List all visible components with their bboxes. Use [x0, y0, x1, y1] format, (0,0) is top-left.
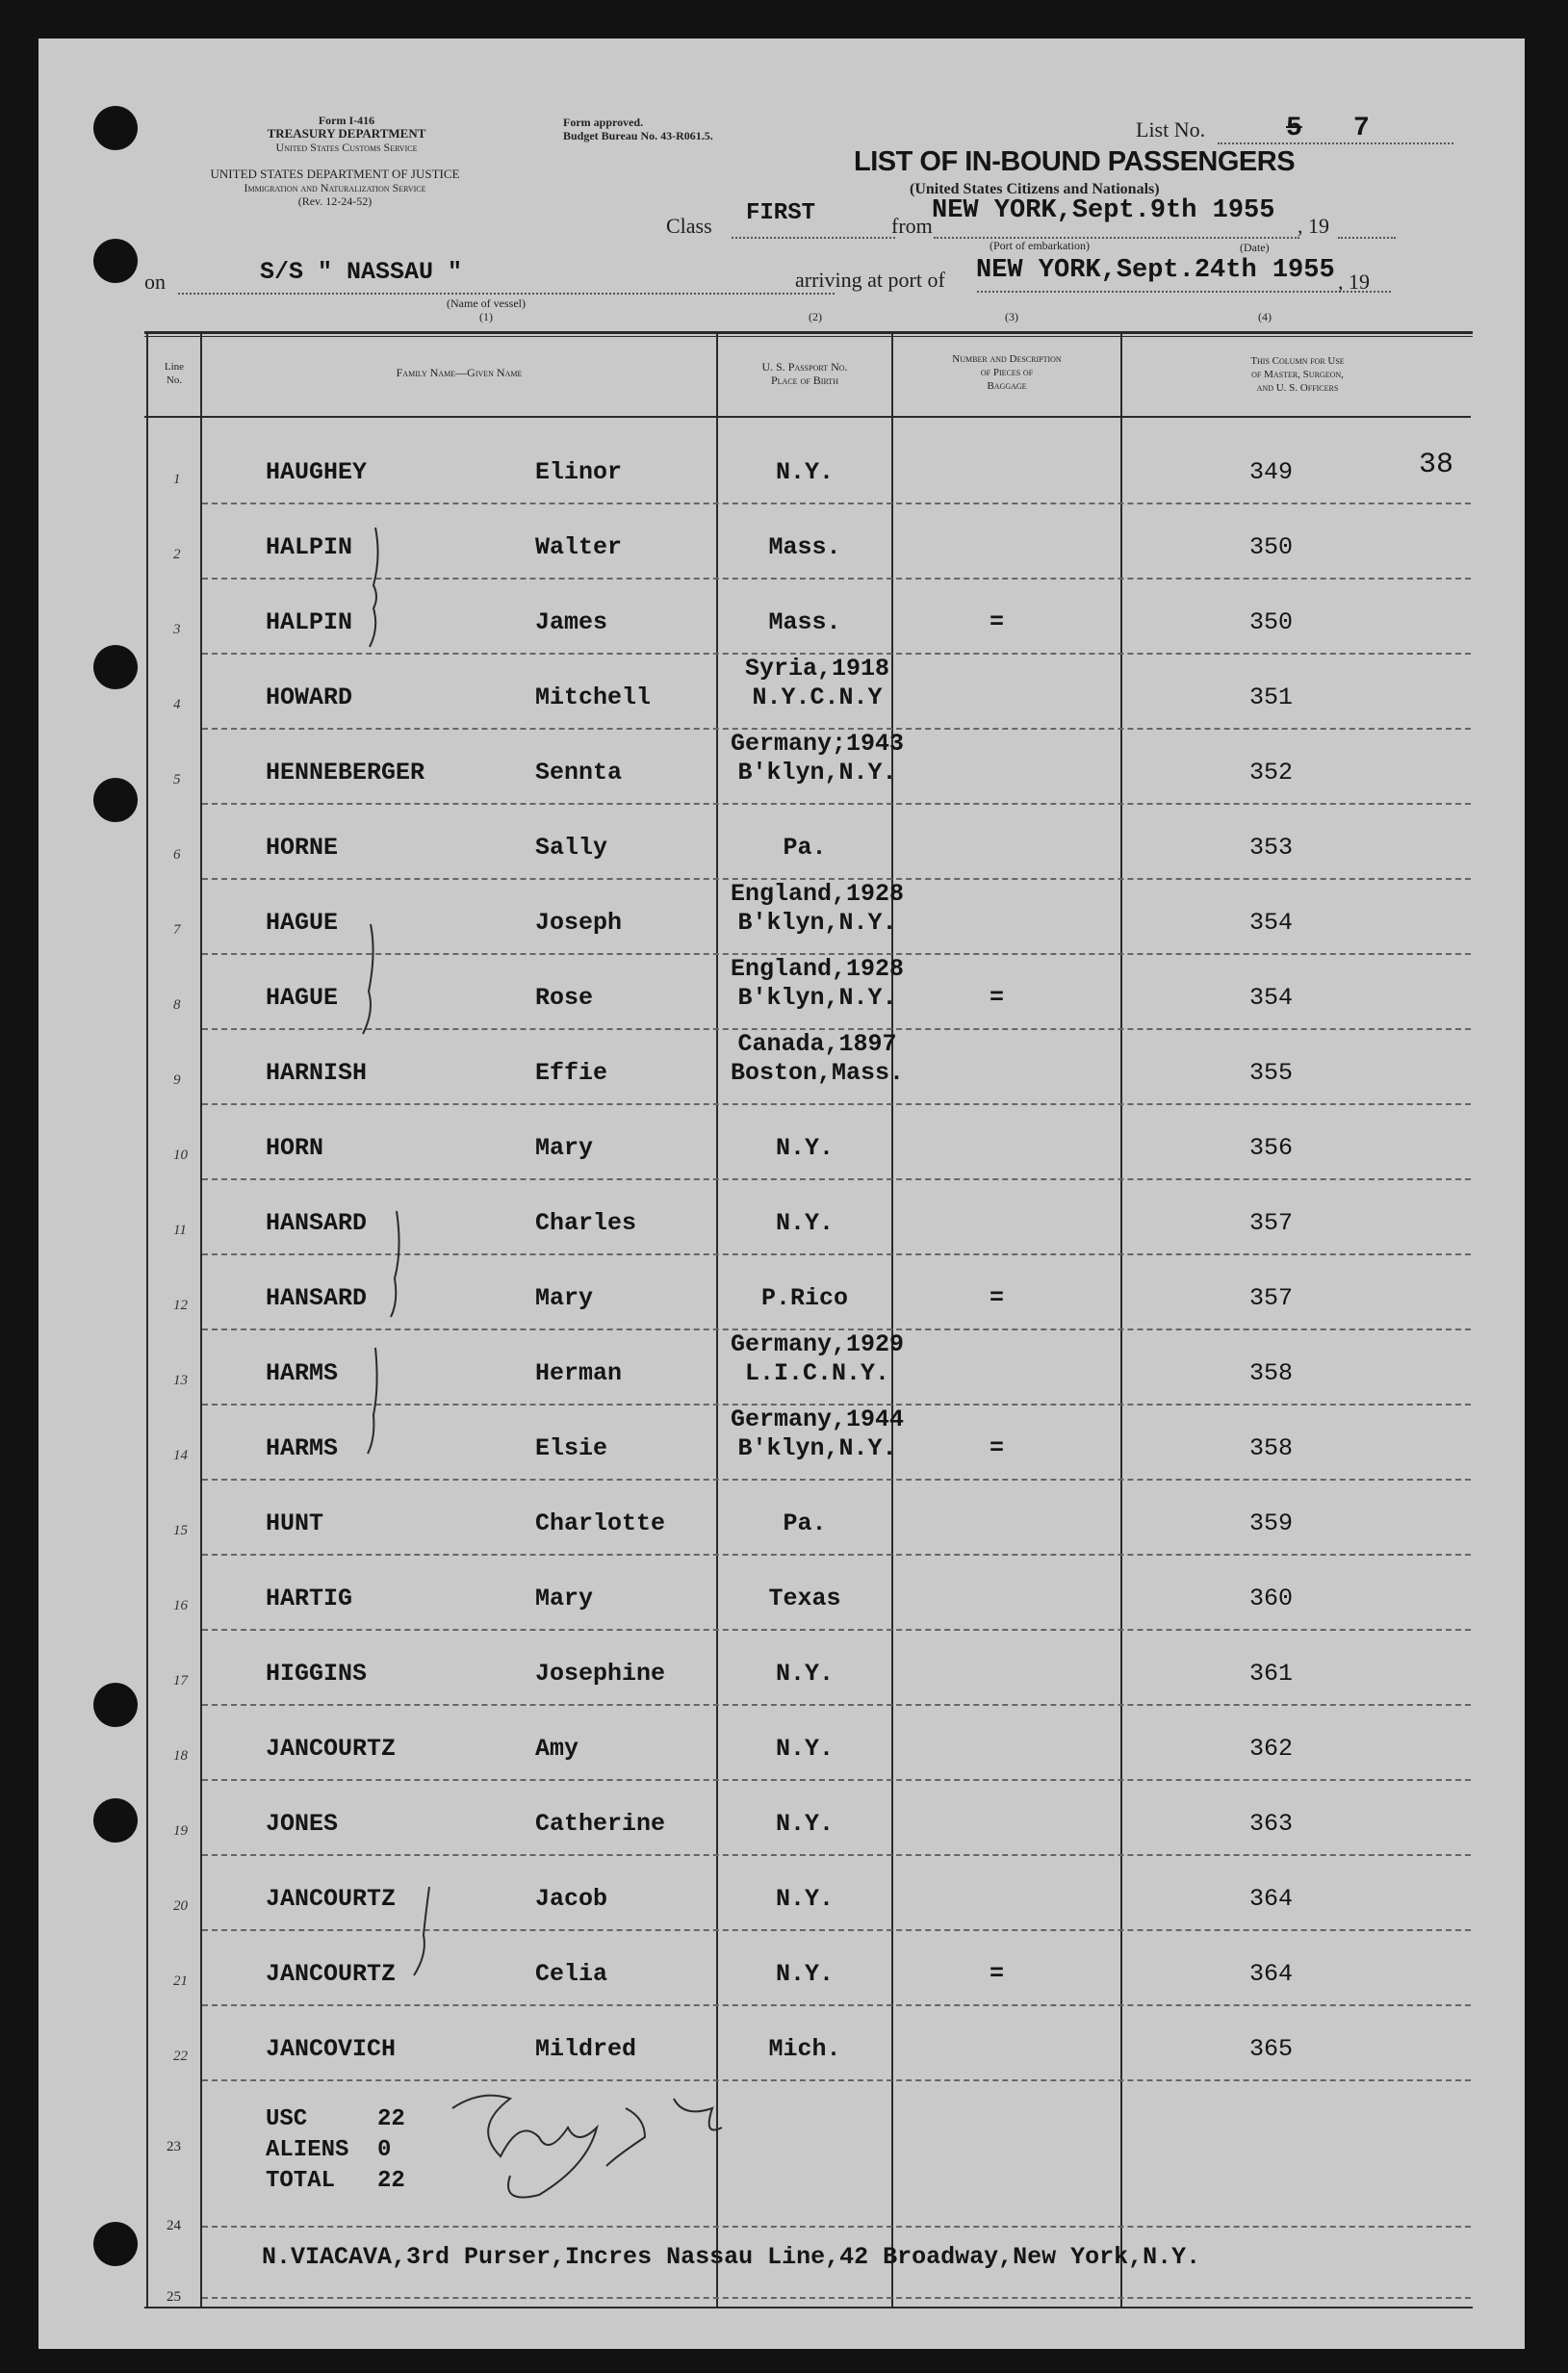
column-header-baggage-3: Baggage: [987, 380, 1027, 392]
column-header-officers-2: of Master, Surgeon,: [1251, 369, 1344, 380]
birthplace: Mass.: [768, 608, 841, 636]
date-caption: (Date): [1240, 241, 1270, 254]
column-header-passport-2: Place of Birth: [771, 374, 838, 387]
page-title: LIST OF IN-BOUND PASSENGERS: [854, 146, 1296, 177]
officer-number: 363: [1249, 1810, 1294, 1838]
arriving-label: arriving at port of: [795, 268, 945, 292]
family-name: HAUGHEY: [266, 458, 368, 486]
column-header-officers-3: and U. S. Officers: [1256, 382, 1339, 394]
line-number: 7: [173, 922, 181, 938]
col-num-4: (4): [1258, 310, 1272, 323]
birthplace: N.Y.: [775, 1209, 834, 1237]
family-name: JANCOURTZ: [266, 1735, 397, 1763]
column-header-line-2: No.: [166, 374, 183, 386]
baggage-ditto: =: [990, 1284, 1005, 1312]
given-name: Walter: [535, 533, 623, 561]
officer-number: 354: [1249, 909, 1294, 937]
officer-number: 354: [1249, 984, 1294, 1012]
class-label: Class: [666, 214, 712, 238]
given-name: Joseph: [535, 909, 623, 937]
officer-number: 350: [1249, 608, 1294, 636]
aliens-value: 0: [377, 2137, 392, 2163]
line-number-24: 24: [167, 2218, 181, 2233]
family-name: HORNE: [266, 834, 339, 862]
vessel-caption-text: (Name of vessel): [447, 297, 526, 310]
family-name: HALPIN: [266, 608, 353, 636]
family-name: HORN: [266, 1134, 324, 1162]
line-number-25: 25: [167, 2289, 181, 2305]
birthplace-line-1: Germany,1929: [730, 1330, 905, 1358]
birthplace-line-2: N.Y.C.N.Y: [752, 684, 883, 711]
given-name: Mary: [535, 1134, 594, 1162]
given-name: Celia: [535, 1960, 608, 1988]
line-number: 8: [173, 997, 181, 1013]
family-name: HUNT: [266, 1509, 324, 1537]
officer-number: 361: [1249, 1660, 1294, 1688]
officer-number: 358: [1249, 1359, 1294, 1387]
birthplace-line-1: Germany,1944: [730, 1406, 905, 1433]
family-name: HANSARD: [266, 1209, 368, 1237]
birthplace-line-2: B'klyn,N.Y.: [737, 984, 897, 1012]
officer-number: 364: [1249, 1960, 1294, 1988]
column-header-line-1: Line: [164, 361, 185, 373]
birthplace: N.Y.: [775, 1885, 834, 1913]
line-number: 3: [173, 622, 181, 637]
line-number: 9: [173, 1072, 181, 1088]
family-name: HARMS: [266, 1359, 339, 1387]
given-name: Elinor: [535, 458, 623, 486]
line-number: 15: [173, 1523, 188, 1538]
birthplace-line-2: B'klyn,N.Y.: [737, 909, 897, 937]
birthplace: N.Y.: [775, 1134, 834, 1162]
officer-number: 364: [1249, 1885, 1294, 1913]
officer-number: 350: [1249, 533, 1294, 561]
birthplace-line-2: B'klyn,N.Y.: [737, 759, 897, 787]
year-suffix-2: , 19: [1338, 270, 1370, 294]
officer-number: 359: [1249, 1509, 1294, 1537]
signature: [452, 2096, 722, 2198]
line-number: 22: [173, 2049, 188, 2064]
col-num-2: (2): [809, 310, 822, 323]
officer-number: 351: [1249, 684, 1294, 711]
line-number: 11: [173, 1223, 187, 1238]
birthplace-line-2: Boston,Mass.: [730, 1059, 905, 1087]
birthplace-line-1: England,1928: [730, 880, 905, 908]
birthplace-line-1: Canada,1897: [737, 1030, 897, 1058]
line-number: 21: [173, 1973, 188, 1989]
line-number: 13: [173, 1373, 188, 1388]
given-name: Mary: [535, 1284, 594, 1312]
given-name: Jacob: [535, 1885, 608, 1913]
given-name: Catherine: [535, 1810, 666, 1838]
family-name: HARNISH: [266, 1059, 368, 1087]
officer-number: 357: [1249, 1209, 1294, 1237]
given-name: Sennta: [535, 759, 623, 787]
line-number: 18: [173, 1748, 188, 1764]
birthplace: N.Y.: [775, 458, 834, 486]
officer-number: 362: [1249, 1735, 1294, 1763]
baggage-ditto: =: [990, 608, 1005, 636]
page-subtitle: (United States Citizens and Nationals): [910, 181, 1160, 197]
column-header-passport-1: U. S. Passport No.: [761, 360, 848, 374]
column-header-name: Family Name—Given Name: [396, 366, 523, 379]
officer-number: 349: [1249, 458, 1294, 486]
birthplace: N.Y.: [775, 1660, 834, 1688]
line-number: 17: [173, 1673, 188, 1689]
line-number: 10: [173, 1148, 188, 1163]
birthplace: N.Y.: [775, 1735, 834, 1763]
baggage-ditto: =: [990, 1960, 1005, 1988]
birthplace-line-1: Germany;1943: [730, 730, 905, 758]
family-name: JONES: [266, 1810, 339, 1838]
row-24-divider: [202, 2297, 1471, 2299]
row-23-divider: [202, 2226, 1471, 2228]
given-name: Josephine: [535, 1660, 666, 1688]
officer-number: 358: [1249, 1434, 1294, 1462]
total-label: TOTAL: [266, 2168, 336, 2194]
given-name: Charlotte: [535, 1509, 666, 1537]
from-value: NEW YORK,Sept.9th 1955: [932, 196, 1275, 225]
from-label: from: [891, 214, 933, 238]
birthplace: N.Y.: [775, 1960, 834, 1988]
vessel-value: S/S " NASSAU ": [260, 258, 463, 286]
justice-department: UNITED STATES DEPARTMENT OF JUSTICE: [210, 167, 460, 181]
bracket-jancourtz: [414, 1887, 429, 1975]
given-name: Charles: [535, 1209, 637, 1237]
on-label: on: [144, 270, 166, 294]
officer-number: 365: [1249, 2035, 1294, 2063]
given-name: Effie: [535, 1059, 608, 1087]
line-number: 12: [173, 1298, 188, 1313]
line-number: 19: [173, 1823, 188, 1839]
officer-number: 352: [1249, 759, 1294, 787]
family-name: HARMS: [266, 1434, 339, 1462]
family-name: JANCOVICH: [266, 2035, 397, 2063]
ins-name: Immigration and Naturalization Service: [244, 181, 426, 194]
family-name: HARTIG: [266, 1585, 353, 1612]
bracket-hague: [363, 924, 373, 1034]
family-name: JANCOURTZ: [266, 1885, 397, 1913]
given-name: Elsie: [535, 1434, 608, 1462]
line-number: 6: [173, 847, 181, 863]
family-name: HIGGINS: [266, 1660, 368, 1688]
line-number: 20: [173, 1898, 188, 1914]
column-header-baggage-1: Number and Description: [952, 353, 1062, 365]
birthplace-line-2: L.I.C.N.Y.: [744, 1359, 890, 1387]
col-num-3: (3): [1005, 310, 1018, 323]
line-number-23: 23: [167, 2139, 181, 2154]
officer-number: 357: [1249, 1284, 1294, 1312]
bracket-halpin: [370, 528, 378, 647]
family-name: HAGUE: [266, 984, 339, 1012]
given-name: Mitchell: [535, 684, 652, 711]
birthplace-line-1: England,1928: [730, 955, 905, 983]
document-sheet: [39, 39, 1525, 2349]
birthplace: Pa.: [783, 834, 827, 862]
arrival-value: NEW YORK,Sept.24th 1955: [976, 256, 1335, 285]
given-name: Mildred: [535, 2035, 637, 2063]
usc-label: USC: [266, 2106, 308, 2132]
form-approved: Form approved.: [563, 116, 644, 129]
officer-number: 355: [1249, 1059, 1294, 1087]
line-number: 5: [173, 772, 181, 787]
margin-number: 38: [1419, 449, 1454, 481]
birthplace-line-1: Syria,1918: [744, 655, 890, 683]
list-no-label: List No.: [1136, 117, 1206, 142]
bracket-harms: [368, 1348, 377, 1454]
family-name: HANSARD: [266, 1284, 368, 1312]
line-number: 2: [173, 547, 181, 562]
given-name: Sally: [535, 834, 608, 862]
vessel-caption-num: (1): [479, 310, 493, 323]
bracket-hansard: [391, 1211, 399, 1317]
usc-value: 22: [377, 2106, 405, 2132]
officer-number: 360: [1249, 1585, 1294, 1612]
given-name: Herman: [535, 1359, 623, 1387]
bracket-marks: [39, 39, 1525, 2349]
officer-number: 356: [1249, 1134, 1294, 1162]
line-number: 16: [173, 1598, 188, 1613]
family-name: HOWARD: [266, 684, 353, 711]
line-number: 4: [173, 697, 181, 712]
family-name: JANCOURTZ: [266, 1960, 397, 1988]
total-value: 22: [377, 2168, 405, 2194]
form-number: Form I-416: [318, 114, 375, 127]
birthplace: Mass.: [768, 533, 841, 561]
list-no-value: 7: [1353, 114, 1370, 143]
given-name: James: [535, 608, 608, 636]
family-name: HAGUE: [266, 909, 339, 937]
officer-number: 353: [1249, 834, 1294, 862]
given-name: Mary: [535, 1585, 594, 1612]
customs-service: United States Customs Service: [275, 141, 418, 154]
birthplace: N.Y.: [775, 1810, 834, 1838]
year-suffix-1: , 19: [1298, 214, 1329, 238]
purser-signature-line: N.VIACAVA,3rd Purser,Incres Nassau Line,42 Broadway,New York,N.Y.: [262, 2243, 1201, 2271]
column-header-baggage-2: of Pieces of: [980, 367, 1034, 378]
list-no-strike: 5: [1286, 114, 1302, 143]
family-name: HALPIN: [266, 533, 353, 561]
class-value: FIRST: [746, 200, 816, 226]
port-of-embarkation-caption: (Port of embarkation): [990, 239, 1090, 252]
line-number: 1: [173, 472, 181, 487]
birthplace: Mich.: [768, 2035, 841, 2063]
baggage-ditto: =: [990, 1434, 1005, 1462]
treasury-department: TREASURY DEPARTMENT: [267, 126, 426, 141]
revision: (Rev. 12-24-52): [297, 194, 373, 208]
birthplace: Pa.: [783, 1509, 827, 1537]
birthplace-line-2: B'klyn,N.Y.: [737, 1434, 897, 1462]
birthplace: Texas: [768, 1585, 841, 1612]
baggage-ditto: =: [990, 984, 1005, 1012]
birthplace: P.Rico: [760, 1284, 848, 1312]
given-name: Amy: [535, 1735, 579, 1763]
column-header-officers-1: This Column for Use: [1250, 355, 1345, 367]
given-name: Rose: [535, 984, 594, 1012]
line-number: 14: [173, 1448, 188, 1463]
aliens-label: ALIENS: [266, 2137, 349, 2163]
budget-bureau: Budget Bureau No. 43-R061.5.: [563, 129, 713, 142]
family-name: HENNEBERGER: [266, 759, 425, 787]
